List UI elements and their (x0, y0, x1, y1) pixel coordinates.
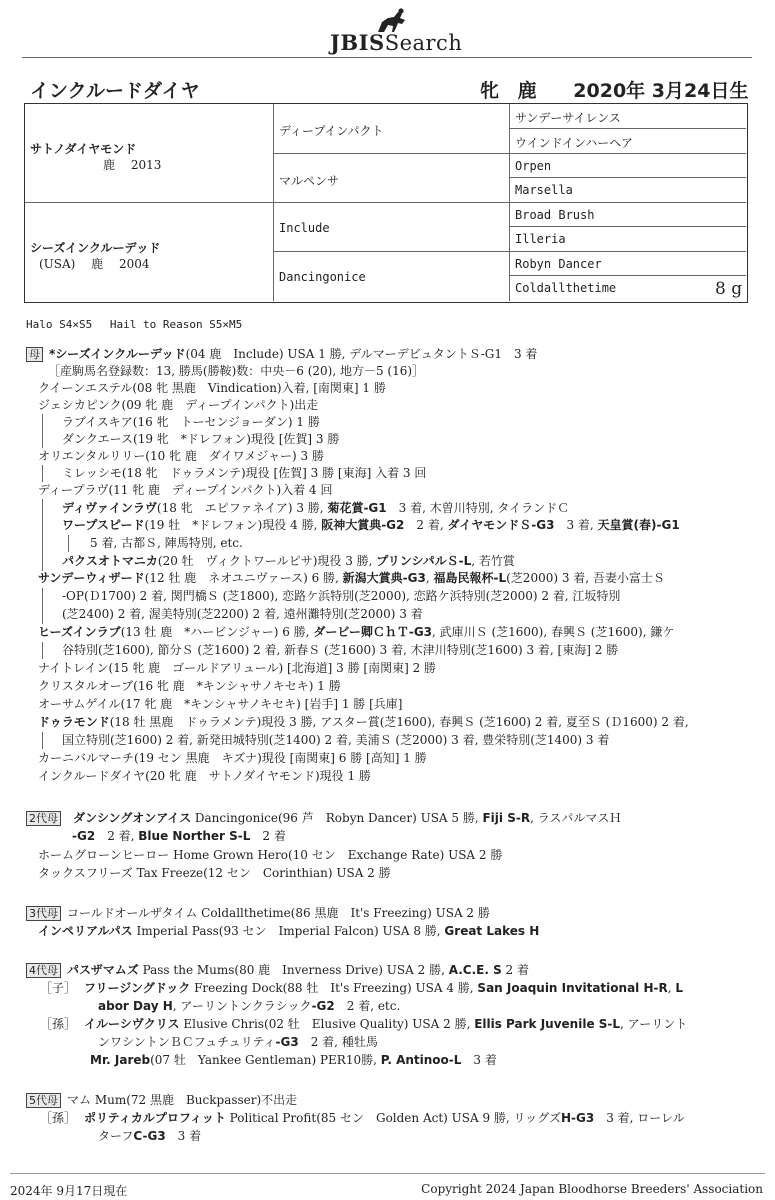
offspring-line: インクルードダイヤ(20 牝 鹿 サトノダイヤモンド)現役 1 勝 (38, 769, 371, 783)
g3-6[interactable]: Illeria (515, 232, 566, 246)
g2-tag: 2代母 (26, 811, 61, 826)
g4-section-title: 4代母 パスザマムズ Pass the Mums(80 鹿 Inverness Drive) USA 2 勝, A.C.E. S 2 着 (26, 962, 529, 978)
sire-dam[interactable]: マルペンサ (279, 174, 340, 188)
g4-tag: 4代母 (26, 963, 61, 978)
g3-2[interactable]: ウインドインハーヘア (515, 136, 633, 150)
offspring-line: ［子］ フリージングドック Freezing Dock(88 牡 It's Freezing) USA 4 勝, San Joaquin Invitational H-R, L (40, 981, 684, 995)
logo-text: JBISSearch (330, 30, 463, 55)
dam-stats: ［産駒馬名登録数：13, 勝馬(勝鞍)数：中央－6 (20), 地方－5 (16)］ (48, 364, 425, 378)
offspring-line: ダンクエース(19 牝 *ドレフォン)現役 [佐賀] 3 勝 (62, 432, 340, 446)
offspring-line: abor Day H, アーリントンクラシック-G2 2 着, etc. (98, 999, 401, 1013)
offspring-line: サンデーウィザード(12 牡 鹿 ネオユニヴァース) 6 勝, 新潟大賞典-G3, 福島民報杯-L(芝2000) 3 着, 吾妻小富士Ｓ (38, 571, 665, 585)
offspring-line: オリエンタルリリー(10 牝 鹿 ダイワメジャー) 3 勝 (38, 449, 324, 463)
offspring-line: インペリアルパス Imperial Pass(93 セン Imperial Falcon) USA 8 勝, Great Lakes H (38, 924, 540, 938)
dam-dam[interactable]: Dancingonice (279, 270, 366, 284)
offspring-line: ンワシントンＢＣフュチュリティ-G3 2 着, 種牡馬 (98, 1035, 378, 1049)
pedigree-weight: 8 g (715, 279, 743, 299)
g3-5[interactable]: Broad Brush (515, 208, 595, 222)
offspring-line: ［孫］ イルーシヴクリス Elusive Chris(02 牡 Elusive Quality) USA 2 勝, Ellis Park Juvenile S-L, アーリント (40, 1017, 688, 1031)
offspring-line: ジェシカピンク(09 牝 鹿 ディープインパクト)出走 (38, 398, 319, 412)
offspring-line: ヒーズインラブ(13 牡 鹿 *ハービンジャー) 6 勝, ダービー卿ＣｈＴ-G3, 武庫川Ｓ (芝1600), 春興Ｓ (芝1600), 鎌ケ (38, 625, 675, 639)
g3-1[interactable]: サンデーサイレンス (515, 111, 621, 125)
offspring-line: 谷特別(芝1600), 節分Ｓ (芝1600) 2 着, 新春Ｓ (芝1600) 3 着, 木津川特別(芝1600) 3 着, [東海] 2 勝 (62, 643, 619, 657)
sire-name[interactable]: サトノダイヤモンド (30, 142, 137, 156)
offspring-line: Mr. Jareb(07 牡 Yankee Gentleman) PER10勝, P. Antinoo-L 3 着 (90, 1053, 497, 1067)
inbreeding-info: Halo S4×S5 Hail to Reason S5×M5 (26, 318, 243, 331)
g2-continued: -G2 2 着, Blue Norther S-L 2 着 (72, 829, 286, 843)
offspring-line: タックスフリーズ Tax Freeze(12 セン Corinthian) USA 2 勝 (38, 866, 391, 880)
horse-title-row (30, 76, 750, 102)
offspring-line: ナイトレイン(15 牝 鹿 ゴールドアリュール) [北海道] 3 勝 [南関東] 2 勝 (38, 661, 437, 675)
g3-4[interactable]: Marsella (515, 183, 573, 197)
sire-info: 鹿 2013 (103, 158, 162, 172)
offspring-line: オーサムゲイル(17 牝 鹿 *キンシャサノキセキ) [岩手] 1 勝 [兵庫] (38, 697, 403, 711)
offspring-line: ミレッシモ(18 牝 ドゥラメンテ)現役 [佐賀] 3 勝 [東海] 入着 3 回 (62, 466, 427, 480)
offspring-line: ディヴァインラヴ(18 牝 エピファネイア) 3 勝, 菊花賞-G1 3 着, 木曽川特別, タイランドＣ (62, 501, 570, 515)
offspring-line: 国立特別(芝1600) 2 着, 新発田城特別(芝1400) 2 着, 美浦Ｓ (芝2000) 3 着, 豊栄特別(芝1400) 3 着 (62, 733, 610, 747)
sire-sire[interactable]: ディープインパクト (279, 124, 384, 138)
offspring-line: 5 着, 古都Ｓ, 陣馬特別, etc. (90, 536, 243, 550)
footer-divider (10, 1173, 765, 1174)
offspring-line: パクスオトマニカ(20 牡 ヴィクトワールピサ)現役 3 勝, プリンシパルＳ-L, 若竹賞 (62, 554, 515, 568)
dam-section-title: 母 *シーズインクルーデッド(04 鹿 Include) USA 1 勝, デルマーデビュタントＳ-G1 3 着 (26, 346, 537, 362)
horse-color: 鹿 (517, 80, 537, 102)
header-divider (22, 57, 752, 58)
pedigree-table (24, 103, 748, 303)
g5-tag: 5代母 (26, 1093, 61, 1108)
offspring-line: ドゥラモンド(18 牡 黒鹿 ドゥラメンテ)現役 3 勝, アスター賞(芝1600), 春興Ｓ (芝1600) 2 着, 夏至Ｓ (Ｄ1600) 2 着, (38, 715, 689, 729)
horse-name: インクルードダイヤ (30, 80, 200, 102)
offspring-line: (芝2400) 2 着, 渥美特別(芝2200) 2 着, 遠州灘特別(芝2000) 3 着 (62, 607, 423, 621)
g3-8[interactable]: Coldallthetime (515, 281, 617, 295)
offspring-line: ディープラヴ(11 牝 鹿 ディープインパクト)入着 4 回 (38, 483, 333, 497)
footer-date: 2024年 9月17日現在 (10, 1184, 128, 1198)
g3-7[interactable]: Robyn Dancer (515, 257, 602, 271)
g2-section-title: 2代母 ダンシングオンアイス Dancingonice(96 芦 Robyn Dancer) USA 5 勝, Fiji S-R, ラスパルマスＨ (26, 810, 621, 826)
horse-sex: 牝 (480, 80, 500, 102)
footer-copyright: Copyright 2024 Japan Bloodhorse Breeders' Association (421, 1182, 763, 1196)
offspring-line: ラブイスキア(16 牝 トーセンジョーダン) 1 勝 (62, 415, 320, 429)
offspring-line: クイーンエステル(08 牝 黒鹿 Vindication)入着, [南関東] 1 勝 (38, 381, 386, 395)
horse-birth: 2020年 3月24日生 (573, 80, 749, 102)
offspring-line: カーニバルマーチ(19 セン 黒鹿 キズナ)現役 [南関東] 6 勝 [高知] 1 勝 (38, 751, 427, 765)
g5-section-title: 5代母 マム Mum(72 黒鹿 Buckpasser)不出走 (26, 1092, 297, 1108)
offspring-line: ターフC-G3 3 着 (98, 1129, 202, 1143)
offspring-line: ワープスピード(19 牡 *ドレフォン)現役 4 勝, 阪神大賞典-G2 2 着, ダイヤモンドＳ-G3 3 着, 天皇賞(春)-G1 (62, 518, 680, 532)
offspring-line: ホームグローンヒーロー Home Grown Hero(10 セン Exchange Rate) USA 2 勝 (38, 848, 503, 862)
offspring-line: ［孫］ ポリティカルプロフィット Political Profit(85 セン Golden Act) USA 9 勝, リッグズH-G3 3 着, ローレル (40, 1111, 685, 1125)
g3-tag: 3代母 (26, 906, 61, 921)
dam-tag: 母 (26, 347, 43, 362)
jbis-search-logo[interactable] (330, 8, 463, 55)
horse-basic-info (480, 76, 760, 103)
offspring-line: -OP(Ｄ1700) 2 着, 関門橋Ｓ (芝1800), 恋路ケ浜特別(芝2000), 恋路ケ浜特別(芝2000) 2 着, 江坂特別 (62, 589, 621, 603)
offspring-line: クリスタルオーブ(16 牝 鹿 *キンシャサノキセキ) 1 勝 (38, 679, 341, 693)
g3-3[interactable]: Orpen (515, 159, 552, 173)
g3-section-title: 3代母 コールドオールザタイム Coldallthetime(86 黒鹿 It's Freezing) USA 2 勝 (26, 905, 490, 921)
dam-info: (USA) 鹿 2004 (39, 257, 150, 271)
dam-name[interactable]: シーズインクルーデッド (30, 241, 161, 255)
dam-sire[interactable]: Include (279, 221, 330, 235)
